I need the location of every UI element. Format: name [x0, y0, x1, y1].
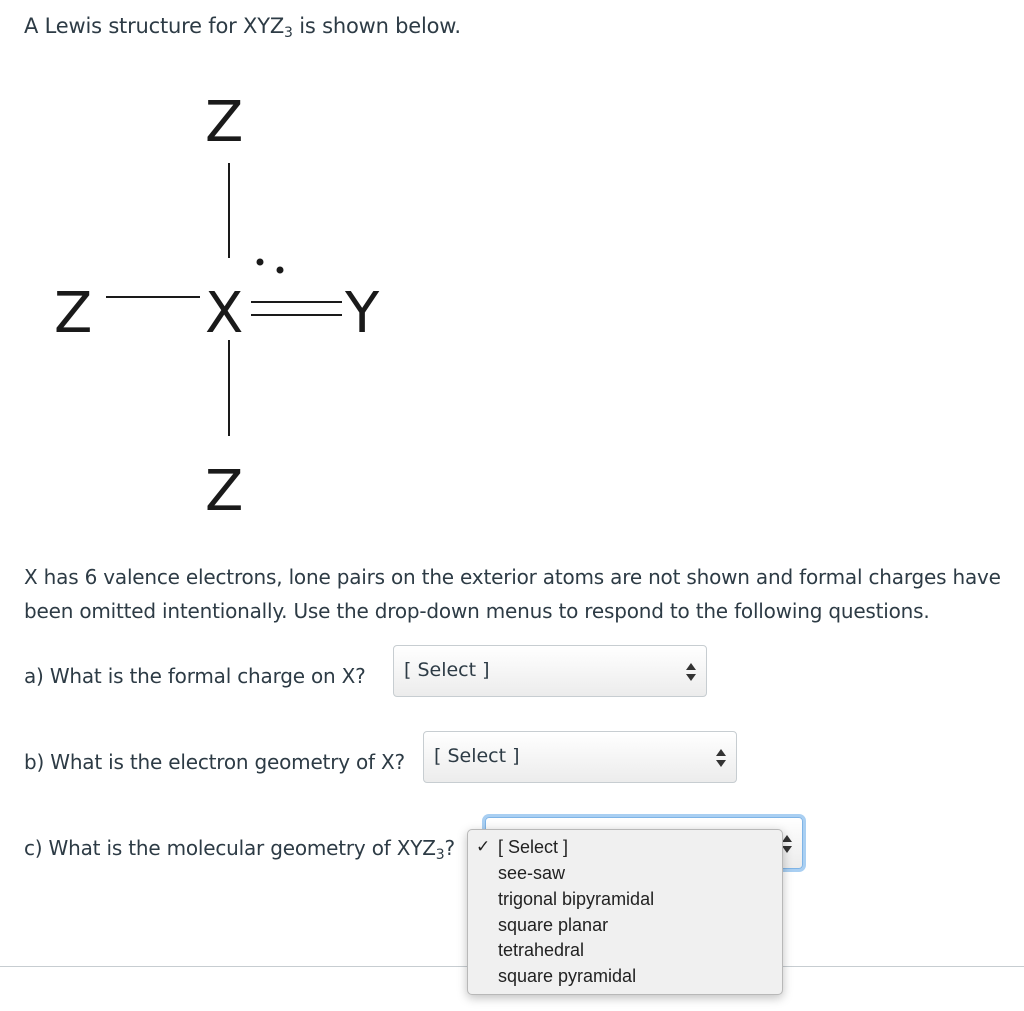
dropdown-option-trigonal-bipyramidal[interactable]: trigonal bipyramidal: [498, 889, 655, 909]
lone-pair-dot-1: [257, 259, 264, 266]
instructions: [24, 560, 1014, 628]
electron-geometry-select-value: [ Select ]: [434, 745, 520, 767]
atom-x-center: X: [205, 281, 244, 346]
checkmark-icon: ✓: [476, 837, 491, 856]
atom-z-top: Z: [205, 90, 244, 155]
formal-charge-select[interactable]: [393, 645, 707, 697]
dropdown-option-select[interactable]: ✓ [ Select ]: [476, 837, 569, 857]
instructions-line-1: X has 6 valence electrons, lone pairs on the exterior atoms are not shown and formal charges have: [24, 565, 1001, 589]
select-arrows-icon: [716, 749, 726, 767]
select-arrows-icon: [686, 663, 696, 681]
dropdown-option-square-planar[interactable]: square planar: [498, 915, 609, 935]
atom-z-bottom: Z: [205, 459, 244, 524]
lone-pair-dot-2: [277, 267, 284, 274]
question-a: a) What is the formal charge on X?: [24, 664, 366, 688]
electron-geometry-select[interactable]: [423, 731, 737, 783]
atom-y-right: Y: [345, 281, 380, 346]
instructions-line-2: been omitted intentionally. Use the drop-down menus to respond to the following questions.: [24, 599, 930, 623]
molecular-geometry-dropdown-menu[interactable]: [467, 829, 783, 995]
question-c: c) What is the molecular geometry of $XYZ_3$?: [24, 836, 455, 863]
question-b: b) What is the electron geometry of X?: [24, 750, 405, 774]
select-arrows-icon: [782, 835, 792, 853]
dropdown-option-square-pyramidal[interactable]: square pyramidal: [498, 966, 637, 986]
atom-z-left: Z: [54, 281, 93, 346]
formal-charge-select-value: [ Select ]: [404, 659, 490, 681]
intro-text: A Lewis structure for $XYZ_3$ is shown below.: [24, 14, 461, 41]
dropdown-option-tetrahedral[interactable]: tetrahedral: [498, 940, 585, 960]
dropdown-option-see-saw[interactable]: see-saw: [498, 863, 566, 883]
